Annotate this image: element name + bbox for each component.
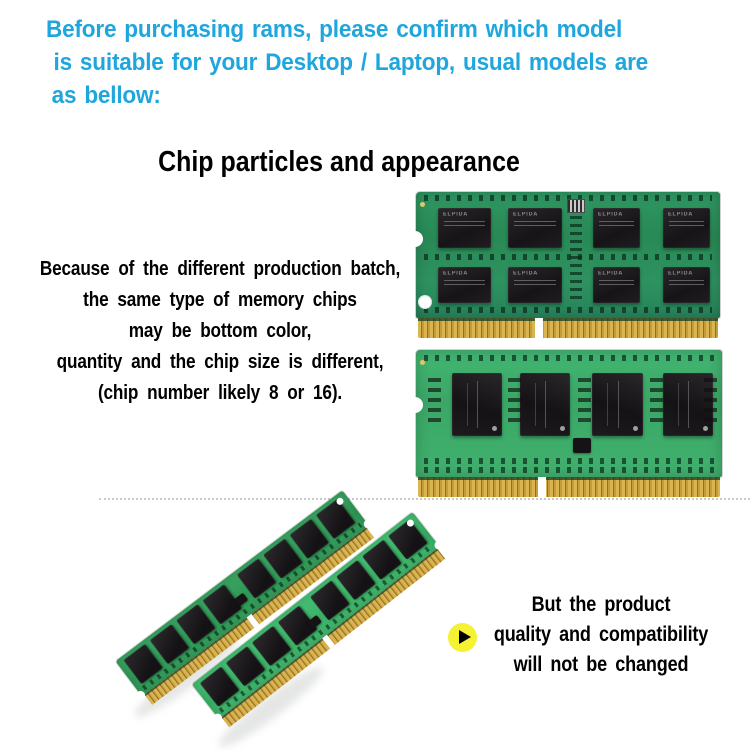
chip-marking-text: ELPIDA [668, 271, 694, 277]
ram-chip [663, 208, 710, 248]
ram-chip [663, 267, 710, 303]
mounting-notch [407, 397, 423, 413]
left-note-line-2: the same type of memory chips [83, 289, 357, 311]
sodimm-photo-top [416, 192, 720, 338]
chip-marking-line [514, 225, 556, 226]
left-note [39, 254, 400, 409]
ram-chip [438, 208, 491, 248]
left-note-line-3: may be bottom color, [128, 320, 312, 342]
footer-line-2: quality and compatibility [493, 623, 709, 646]
sodimm-photo-bottom [416, 350, 722, 497]
chip-marking-line [514, 221, 556, 222]
ram-chip [593, 267, 640, 303]
mounting-notch [407, 231, 423, 247]
chip-marking-line [514, 280, 556, 281]
footer-line-3: will not be changed [513, 653, 689, 676]
chip-marking-text: ELPIDA [443, 212, 469, 218]
intro-line-3: as bellow: [51, 82, 161, 109]
dotted-separator [99, 498, 750, 500]
resistor-cluster [428, 378, 441, 428]
screw-hole-dot [420, 202, 425, 207]
mounting-hole [418, 295, 432, 309]
ram-chip [508, 267, 562, 303]
gold-pins [418, 477, 720, 497]
section-title: Chip particles and appearance [158, 146, 520, 178]
ram-chip [452, 373, 502, 436]
chip-marking-line [545, 381, 546, 428]
component-row [424, 467, 714, 473]
chip-marking-line [678, 383, 679, 426]
pcb-board [416, 350, 722, 477]
intro-line-2: is suitable for your Desktop / Laptop, usual models are [53, 49, 649, 76]
chip-marking-line [618, 381, 619, 428]
chip-pin1-dot [560, 426, 565, 431]
pcb-board [416, 192, 720, 318]
chip-marking-line [467, 383, 468, 426]
resistor-cluster [508, 378, 521, 428]
spd-component [567, 199, 585, 213]
chip-marking-line [599, 225, 634, 226]
chip-marking-text: ELPIDA [598, 212, 624, 218]
component-column [570, 216, 582, 304]
chip-marking-line [599, 221, 634, 222]
chip-marking-text: ELPIDA [668, 212, 694, 218]
resistor-cluster [704, 378, 717, 428]
chip-marking-line [607, 383, 608, 426]
pin-key-notch [535, 318, 543, 338]
resistor-cluster [650, 378, 663, 428]
chip-marking-line [444, 280, 485, 281]
chip-marking-line [599, 284, 634, 285]
intro-note [46, 13, 648, 112]
chip-marking-line [535, 383, 536, 426]
ram-chip [508, 208, 562, 248]
chip-marking-line [688, 381, 689, 428]
component-row [424, 458, 714, 464]
resistor-cluster [578, 378, 591, 428]
footer-line-1: But the product [531, 593, 671, 616]
play-arrow-icon [448, 623, 477, 652]
chip-marking-text: ELPIDA [513, 271, 539, 277]
chip-marking-line [444, 225, 485, 226]
left-note-line-5: (chip number likely 8 or 16). [97, 382, 342, 404]
screw-hole-dot [420, 360, 425, 365]
chip-marking-line [477, 381, 478, 428]
chip-marking-text: ELPIDA [443, 271, 469, 277]
footer-note [487, 590, 716, 680]
spd-chip [573, 438, 591, 453]
left-note-line-4: quantity and the chip size is different, [56, 351, 384, 373]
pin-key-notch [538, 477, 546, 497]
chip-marking-text: ELPIDA [513, 212, 539, 218]
chip-marking-line [669, 280, 704, 281]
chip-marking-line [669, 284, 704, 285]
gold-pins [418, 318, 718, 338]
chip-marking-line [599, 280, 634, 281]
chip-marking-line [514, 284, 556, 285]
component-row [424, 355, 714, 361]
ram-chip [438, 267, 491, 303]
chip-marking-text: ELPIDA [598, 271, 624, 277]
ram-chip [520, 373, 570, 436]
chip-marking-line [669, 221, 704, 222]
ram-chip [592, 373, 643, 436]
left-note-line-1: Because of the different production batch, [39, 258, 401, 280]
play-triangle-icon [459, 630, 471, 644]
component-row [424, 254, 712, 260]
chip-pin1-dot [492, 426, 497, 431]
ram-chip [593, 208, 640, 248]
pin-key-notch [247, 614, 260, 628]
chip-marking-line [669, 225, 704, 226]
chip-marking-line [444, 221, 485, 222]
intro-line-1: Before purchasing rams, please confirm which model [46, 16, 623, 43]
pin-key-notch [322, 635, 335, 649]
component-row [424, 307, 712, 313]
chip-pin1-dot [633, 426, 638, 431]
chip-marking-line [444, 284, 485, 285]
